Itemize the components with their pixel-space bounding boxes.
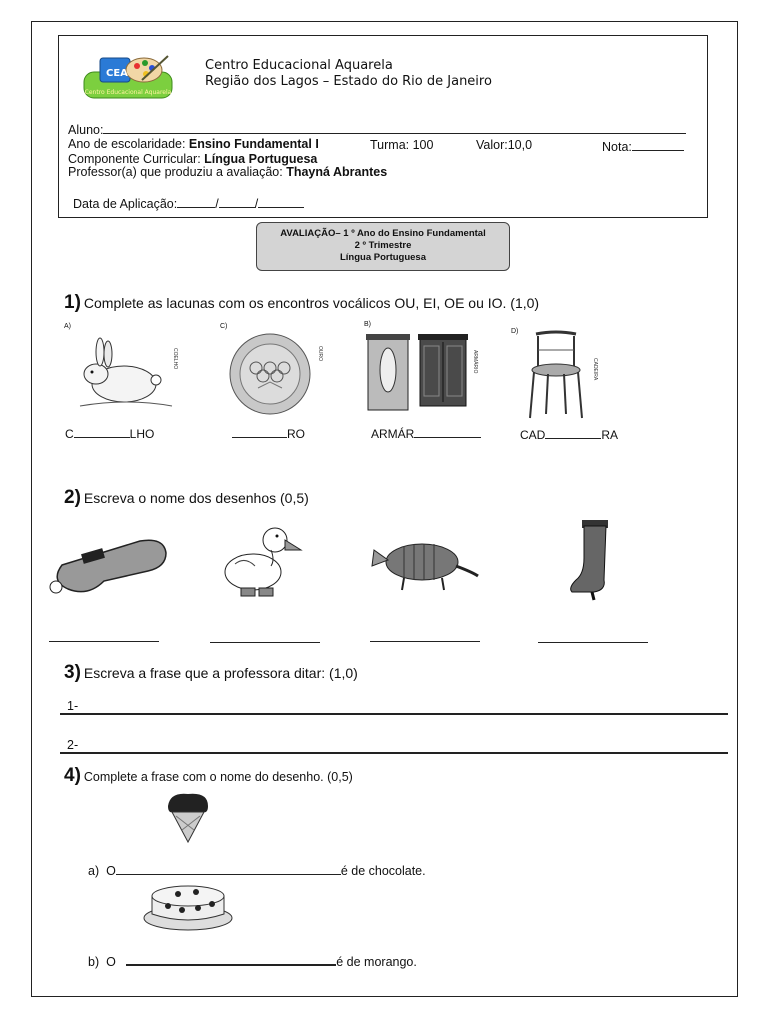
- answer-line[interactable]: [538, 642, 648, 643]
- question-text: Complete as lacunas com os encontros vocálicos OU, EI, OE ou IO. (1,0): [83, 295, 540, 311]
- nota-row: [602, 138, 684, 154]
- word-blank-3: [371, 425, 481, 441]
- dictation-line-2[interactable]: [60, 752, 728, 754]
- answer-line[interactable]: [210, 642, 320, 643]
- data-label: Data de Aplicação:: [73, 197, 178, 211]
- item-pre: O: [106, 955, 116, 969]
- school-logo: [82, 52, 174, 102]
- componente-row: [68, 152, 317, 166]
- question-4: [64, 765, 353, 787]
- data-year-field[interactable]: [258, 195, 304, 208]
- eval-line-3: Língua Portuguesa: [339, 252, 427, 263]
- image-tag: B): [364, 321, 371, 328]
- aluno-field[interactable]: [103, 121, 686, 134]
- aluno-label: Aluno:: [68, 123, 104, 137]
- question-1: [64, 292, 539, 314]
- evaluation-box: [256, 222, 510, 271]
- answer-line[interactable]: [49, 641, 159, 642]
- word-prefix: C: [65, 427, 74, 441]
- question-3: [64, 662, 358, 684]
- eval-line-1: AVALIAÇÃO– 1 º Ano do Ensino Fundamental: [280, 228, 486, 239]
- professor-label: Professor(a) que produziu a avaliação:: [68, 165, 287, 179]
- nota-label: Nota:: [602, 140, 632, 154]
- side-caption: COELHO: [172, 348, 178, 370]
- nota-field[interactable]: [632, 138, 684, 151]
- image-tag: D): [511, 328, 519, 335]
- item-a: [88, 862, 426, 878]
- question-2: [64, 487, 309, 509]
- valor: Valor:10,0: [476, 138, 533, 152]
- chair-icon: [526, 330, 588, 420]
- word-suffix: RO: [287, 427, 305, 441]
- side-caption: OURO: [317, 346, 323, 361]
- blank-field[interactable]: [414, 425, 481, 438]
- item-label: a): [88, 864, 100, 878]
- rabbit-icon: [72, 336, 182, 412]
- image-tag: A): [64, 323, 71, 330]
- word-blank-4: [520, 426, 618, 442]
- componente-label: Componente Curricular:: [68, 152, 205, 166]
- item-b: [88, 952, 417, 969]
- dictation-label-1: 1-: [67, 699, 79, 713]
- eval-line-2: 2 º Trimestre: [354, 240, 412, 251]
- question-text: Escreva a frase que a professora ditar: (1,0): [83, 665, 358, 681]
- ano-label: Ano de escolaridade:: [68, 137, 189, 151]
- medal-icon: [228, 332, 312, 416]
- word-blank-2: [232, 425, 305, 441]
- blank-field[interactable]: [126, 952, 336, 966]
- armadillo-icon: [368, 532, 480, 592]
- word-prefix: ARMÁR: [371, 427, 415, 441]
- cake-icon: [142, 880, 234, 932]
- blank-field[interactable]: [74, 425, 130, 438]
- item-pre: O: [106, 864, 116, 878]
- blank-field[interactable]: [116, 862, 341, 875]
- word-suffix: RA: [601, 428, 619, 442]
- blank-field[interactable]: [232, 425, 287, 438]
- data-separator: /: [254, 197, 259, 211]
- professor-value: Thayná Abrantes: [286, 165, 388, 179]
- question-text: Escreva o nome dos desenhos (0,5): [83, 490, 309, 506]
- word-suffix: LHO: [129, 427, 155, 441]
- professor-row: [68, 165, 387, 179]
- word-prefix: CAD: [520, 428, 546, 442]
- whistle-icon: [48, 535, 170, 597]
- school-info: [205, 58, 492, 90]
- data-separator: /: [215, 197, 219, 211]
- componente-value: Língua Portuguesa: [204, 152, 318, 166]
- turma: Turma: 100: [370, 138, 434, 152]
- dictation-label-2: 2-: [67, 738, 79, 752]
- item-post: é de morango.: [336, 955, 417, 969]
- ice-cream-icon: [164, 790, 212, 844]
- blank-field[interactable]: [545, 426, 601, 439]
- image-tag: C): [220, 323, 228, 330]
- logo-subtext: Centro Educacional Aquarela: [84, 89, 172, 96]
- question-number: 3): [64, 662, 81, 683]
- boot-icon: [564, 518, 612, 602]
- item-label: b): [88, 955, 100, 969]
- question-number: 2): [64, 487, 81, 508]
- question-text: Complete a frase com o nome do desenho. (0,5): [83, 770, 353, 784]
- data-row: [73, 195, 304, 211]
- data-day-field[interactable]: [177, 195, 215, 208]
- ano-value: Ensino Fundamental I: [188, 137, 319, 151]
- aluno-row: [68, 121, 686, 137]
- item-post: é de chocolate.: [340, 864, 426, 878]
- logo-text: CEA: [106, 68, 128, 79]
- answer-line[interactable]: [370, 641, 480, 642]
- word-blank-1: [65, 425, 154, 441]
- wardrobe-icon: [366, 332, 470, 412]
- school-name: Centro Educacional Aquarela: [205, 58, 393, 73]
- data-month-field[interactable]: [219, 195, 255, 208]
- duck-icon: [215, 520, 303, 600]
- ano-row: [68, 137, 319, 151]
- question-number: 1): [64, 292, 81, 313]
- side-caption: ARMÁRIO: [472, 350, 478, 374]
- question-number: 4): [64, 765, 81, 786]
- school-region: Região dos Lagos – Estado do Rio de Janeiro: [205, 74, 492, 89]
- dictation-line-1[interactable]: [60, 713, 728, 715]
- side-caption: CADEIRA: [592, 358, 598, 381]
